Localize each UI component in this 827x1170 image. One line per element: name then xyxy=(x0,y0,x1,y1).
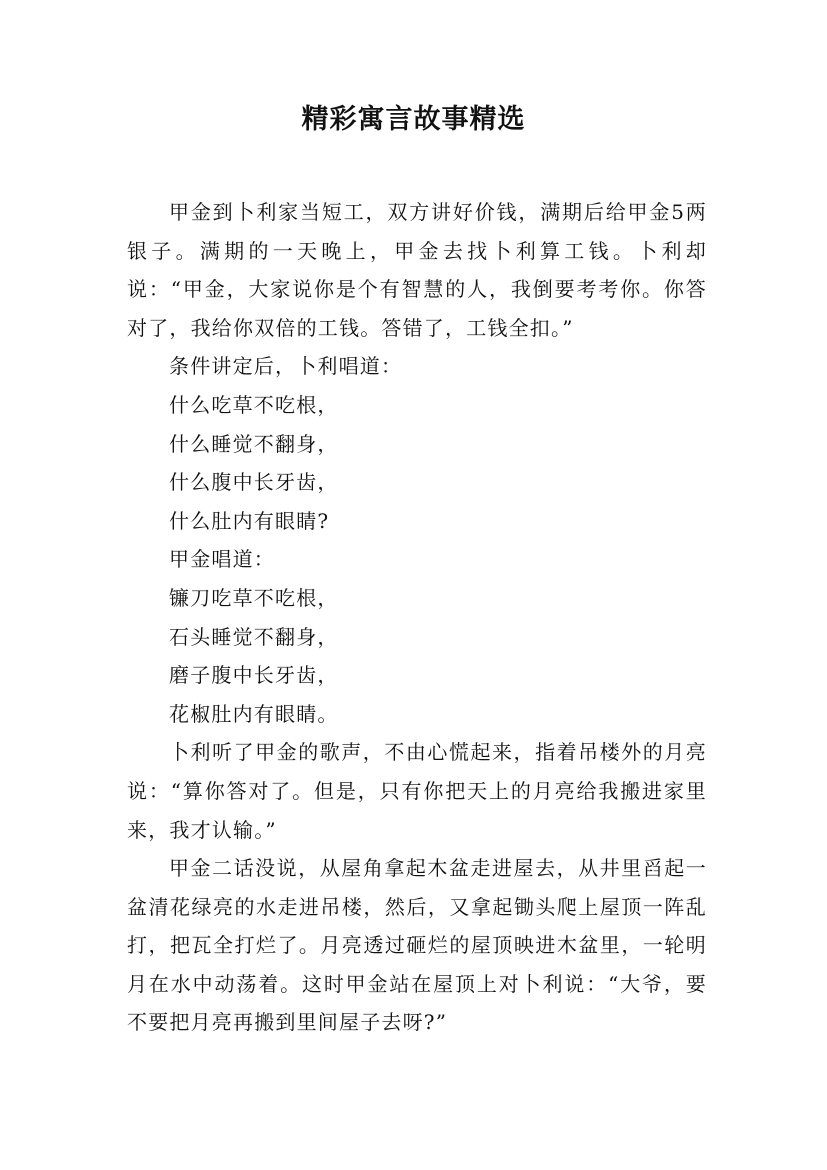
verse-line: 什么吃草不吃根， xyxy=(169,392,339,417)
paragraph: 卜利听了甲金的歌声，不由心慌起来，指着吊楼外的月亮说：“算你答对了。但是，只有你把天上的月亮给我搬进家里来，我才认输。” xyxy=(127,740,707,842)
paragraph: 甲金唱道： xyxy=(169,547,275,572)
verse-line: 磨子腹中长牙齿， xyxy=(169,663,339,688)
verse-line: 什么肚内有眼睛? xyxy=(169,508,330,533)
verse-line: 石头睡觉不翻身， xyxy=(169,624,339,649)
verse-line: 什么睡觉不翻身， xyxy=(169,431,339,456)
paragraph: 条件讲定后，卜利唱道： xyxy=(169,354,403,379)
paragraph: 甲金二话没说，从屋角拿起木盆走进屋去，从井里舀起一盆清花绿亮的水走进吊楼，然后，又拿起锄头爬上屋顶一阵乱打，把瓦全打烂了。月亮透过砸烂的屋顶映进木盆里，一轮明月在水中动荡着。这时甲金站在屋顶上对卜利说：“大爷，要不要把月亮再搬到里间屋子去呀?” xyxy=(127,856,707,1035)
verse-line: 镰刀吃草不吃根， xyxy=(169,585,339,610)
document-title: 精彩寓言故事精选 xyxy=(301,104,526,135)
verse-line: 花椒肚内有眼睛。 xyxy=(169,701,339,726)
document-body xyxy=(127,193,707,1042)
paragraph: 甲金到卜利家当短工，双方讲好价钱，满期后给甲金5两银子。满期的一天晚上，甲金去找卜利算工钱。卜利却说：“甲金，大家说你是个有智慧的人，我倒要考考你。你答对了，我给你双倍的工钱。答错了，工钱全扣。” xyxy=(127,200,707,340)
verse-line: 什么腹中长牙齿， xyxy=(169,470,339,495)
